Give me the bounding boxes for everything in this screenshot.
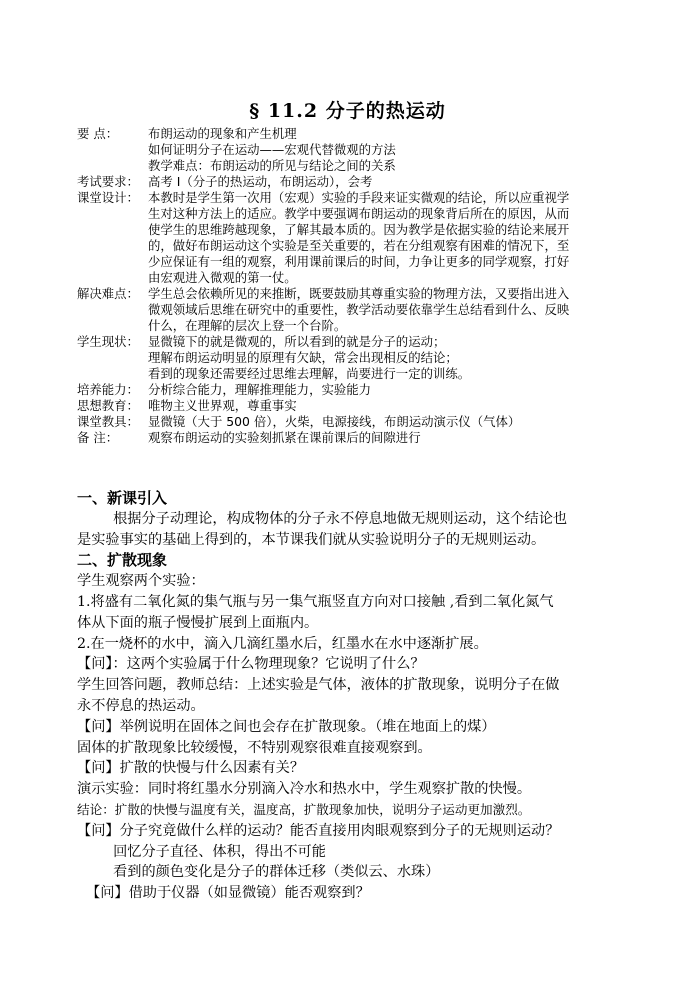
body-line: 体从下面的瓶子慢慢扩展到上面瓶内。 [77, 614, 319, 631]
header-row-label: 课堂设计： [77, 190, 139, 205]
header-row-text: 分析综合能力，理解推理能力，实验能力 [148, 382, 372, 397]
header-row-text: 布朗运动的现象和产生机理 [148, 126, 297, 141]
header-row-text: 微观领域后思维在研究中的重要性，教学活动要依靠学生总结看到什么、反映 [148, 302, 570, 317]
header-row-text: 显微镜（大于 500 倍），火柴，电源接线，布朗运动演示仪（气体） [148, 414, 521, 429]
body-line: 看到的颜色变化是分子的群体迁移（类似云、水珠） [77, 864, 440, 881]
header-row-text: 教学难点：布朗运动的所见与结论之间的关系 [148, 158, 396, 173]
conclusion-line: 结论：扩散的快慢与温度有关，温度高，扩散现象加快，说明分子运动更加激烈。 [77, 802, 531, 817]
body-line: 【问】扩散的快慢与什么因素有关？ [77, 760, 305, 777]
header-row-text: 什么，在理解的层次上登一个台阶。 [148, 318, 347, 333]
body-line: 是实验事实的基础上得到的，本节课我们就从实验说明分子的无规则运动。 [77, 531, 546, 548]
header-row-text: 理解布朗运动明显的原理有欠缺，常会出现相反的结论； [148, 350, 458, 365]
header-row-text: 看到的现象还需要经过思维去理解，尚要进行一定的训练。 [148, 366, 471, 381]
body-line: 回忆分子直径、体积，得出不可能 [77, 843, 326, 860]
header-row-label: 思想教育： [77, 398, 139, 413]
header-row-text: 学生总会依赖所见的来推断，既要鼓励其尊重实验的物理方法，又要指出进入 [148, 286, 570, 301]
body-line: 【问】分子究竟做什么样的运动？能否直接用肉眼观察到分子的无规则运动？ [77, 822, 560, 839]
header-row-text: 生对这种方法上的适应。教学中要强调布朗运动的现象背后所在的原因，从而 [148, 206, 570, 221]
header-row-text: 唯物主义世界观，尊重事实 [148, 398, 297, 413]
body-line: 根据分子动理论，构成物体的分子永不停息地做无规则运动，这个结论也 [77, 510, 568, 527]
body-line: 【问】：这两个实验属于什么物理现象？它说明了什么？ [77, 656, 425, 673]
header-row-text: 如何证明分子在运动——宏观代替微观的方法 [148, 142, 396, 157]
header-row-label: 考试要求： [77, 174, 139, 189]
header-row-label: 课堂教具： [77, 414, 139, 429]
header-row-label: 解决难点： [77, 286, 139, 301]
header-row-label: 学生现状： [77, 334, 139, 349]
section-heading: 一、新课引入 [77, 489, 168, 507]
header-row-label: 培养能力： [77, 382, 139, 397]
header-row-text: 的，做好布朗运动这个实验是至关重要的，若在分组观察有困难的情况下，至 [148, 238, 570, 253]
body-line: 学生回答问题，教师总结：上述实验是气体，液体的扩散现象，说明分子在做 [77, 677, 560, 694]
body-line: 2.在一烧杯的水中，滴入几滴红墨水后，红墨水在水中逐渐扩展。 [77, 635, 488, 652]
header-row-text: 高考 I（分子的热运动，布朗运动），会考 [148, 174, 373, 189]
section-heading: 二、扩散现象 [77, 551, 168, 570]
header-row-text: 观察布朗运动的实验刻抓紧在课前课后的间隙进行 [148, 430, 421, 445]
page-title: § 11.2 分子的热运动 [249, 100, 446, 122]
body-line: 学生观察两个实验： [77, 573, 205, 590]
body-line: 【问】借助于仪器（如显微镜）能否观察到？ [77, 885, 370, 902]
header-row-text: 本教时是学生第一次用（宏观）实验的手段来证实微观的结论，所以应重视学 [148, 190, 570, 205]
body-line: 演示实验：同时将红墨水分别滴入冷水和热水中，学生观察扩散的快慢。 [77, 781, 532, 798]
header-row-label: 备 注： [77, 430, 119, 445]
body-line: 固体的扩散现象比较缓慢，不特别观察很难直接观察到。 [77, 739, 432, 756]
body-line: 永不停息的热运动。 [77, 698, 205, 714]
header-row-text: 显微镜下的就是微观的，所以看到的就是分子的运动； [148, 334, 446, 349]
header-row-text: 由宏观进入微观的第一仗。 [148, 270, 297, 285]
header-row-text: 使学生的思维跨越现象，了解其最本质的。因为教学是依据实验的结论来展开 [148, 222, 570, 237]
body-line: 1.将盛有二氧化氮的集气瓶与另一集气瓶竖直方向对口接触 ,看到二氧化氮气 [77, 594, 554, 610]
header-row-label: 要 点： [77, 126, 119, 141]
body-line: 【问】举例说明在固体之间也会存在扩散现象。（堆在地面上的煤） [77, 718, 496, 735]
header-row-text: 少应保证有一组的观察，利用课前课后的时间，力争让更多的同学观察，打好 [148, 254, 570, 269]
